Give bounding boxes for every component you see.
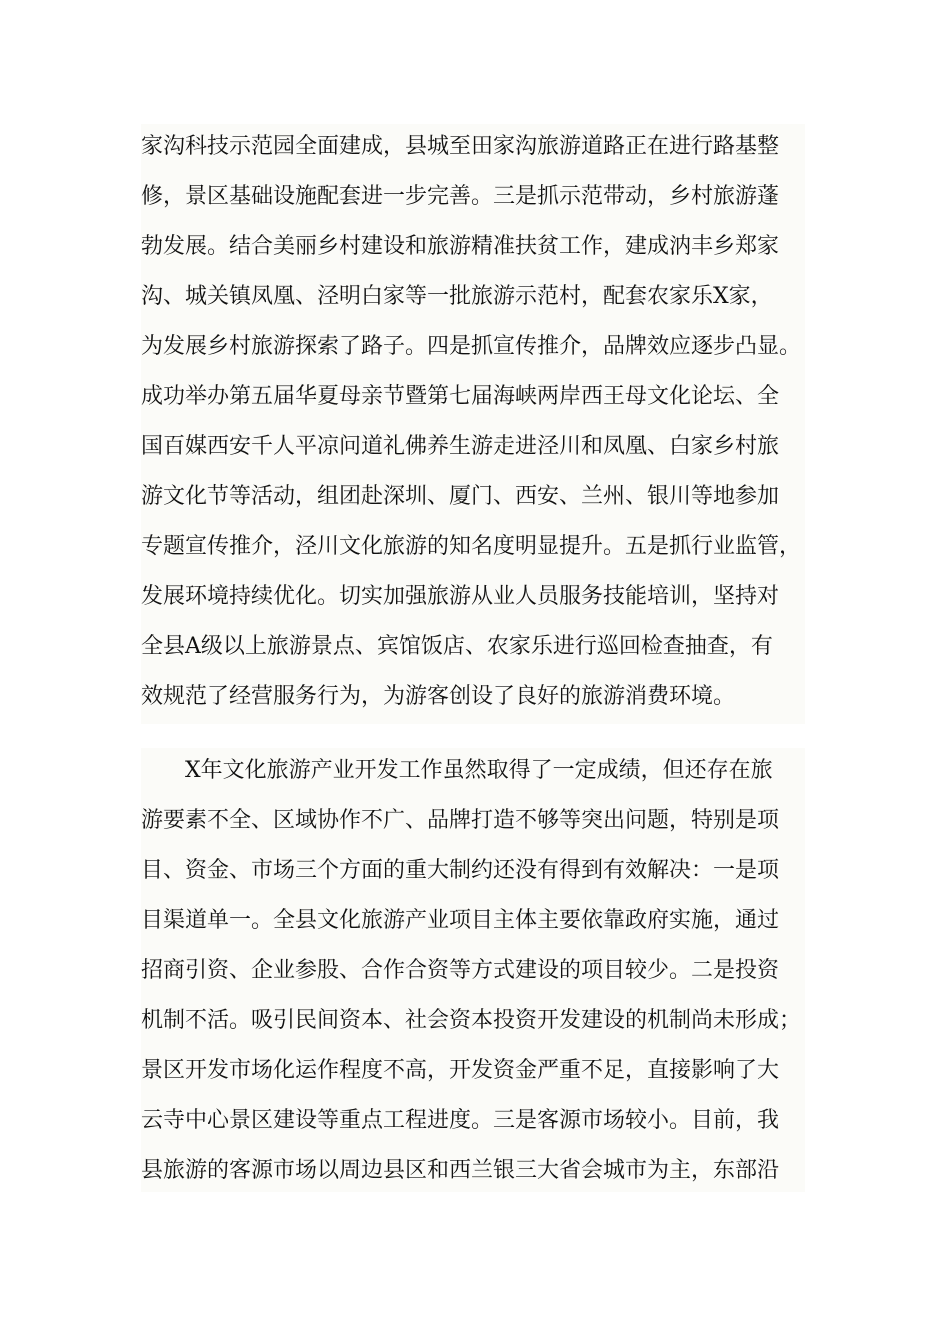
paragraph-line: 发展环境持续优化。切实加强旅游从业人员服务技能培训，坚持对 (141, 584, 780, 609)
paragraph-line: 全县A级以上旅游景点、宾馆饭店、农家乐进行巡回检查抽查，有 (141, 634, 773, 659)
paragraph-line: 专题宣传推介，泾川文化旅游的知名度明显提升。五是抓行业监管， (141, 534, 802, 559)
paragraph-line: 修，景区基础设施配套进一步完善。三是抓示范带动，乡村旅游蓬 (141, 184, 780, 209)
paragraph-line: 招商引资、企业参股、合作合资等方式建设的项目较少。二是投资 (141, 958, 780, 983)
paragraph-line: 家沟科技示范园全面建成，县城至田家沟旅游道路正在进行路基整 (141, 134, 780, 159)
paragraph-line: 机制不活。吸引民间资本、社会资本投资开发建设的机制尚未形成； (141, 1008, 802, 1033)
paragraph-line: 游文化节等活动，组团赴深圳、厦门、西安、兰州、银川等地参加 (141, 484, 780, 509)
paragraph-line: 游要素不全、区域协作不广、品牌打造不够等突出问题，特别是项 (141, 808, 780, 833)
paragraph-line: 沟、城关镇凤凰、泾明白家等一批旅游示范村，配套农家乐X家， (141, 284, 773, 309)
paragraph-line: 勃发展。结合美丽乡村建设和旅游精准扶贫工作，建成汭丰乡郑家 (141, 234, 780, 259)
paragraph-line: 目渠道单一。全县文化旅游产业项目主体主要依靠政府实施，通过 (141, 908, 780, 933)
paragraph-1 (141, 124, 805, 724)
paragraph-line: 县旅游的客源市场以周边县区和西兰银三大省会城市为主，东部沿 (141, 1158, 780, 1183)
paragraph-line: 成功举办第五届华夏母亲节暨第七届海峡两岸西王母文化论坛、全 (141, 384, 780, 409)
paragraph-line: 云寺中心景区建设等重点工程进度。三是客源市场较小。目前，我 (141, 1108, 780, 1133)
paragraph-line: 国百媒西安千人平凉问道礼佛养生游走进泾川和凤凰、白家乡村旅 (141, 434, 780, 459)
paragraph-line: 景区开发市场化运作程度不高，开发资金严重不足，直接影响了大 (141, 1058, 780, 1083)
paragraph-line: X年文化旅游产业开发工作虽然取得了一定成绩，但还存在旅 (185, 758, 773, 783)
paragraph-line: 为发展乡村旅游探索了路子。四是抓宣传推介，品牌效应逐步凸显。 (141, 334, 802, 359)
paragraph-2 (141, 748, 805, 1192)
paragraph-line: 目、资金、市场三个方面的重大制约还没有得到有效解决：一是项 (141, 858, 780, 883)
paragraph-line: 效规范了经营服务行为，为游客创设了良好的旅游消费环境。 (141, 684, 736, 709)
